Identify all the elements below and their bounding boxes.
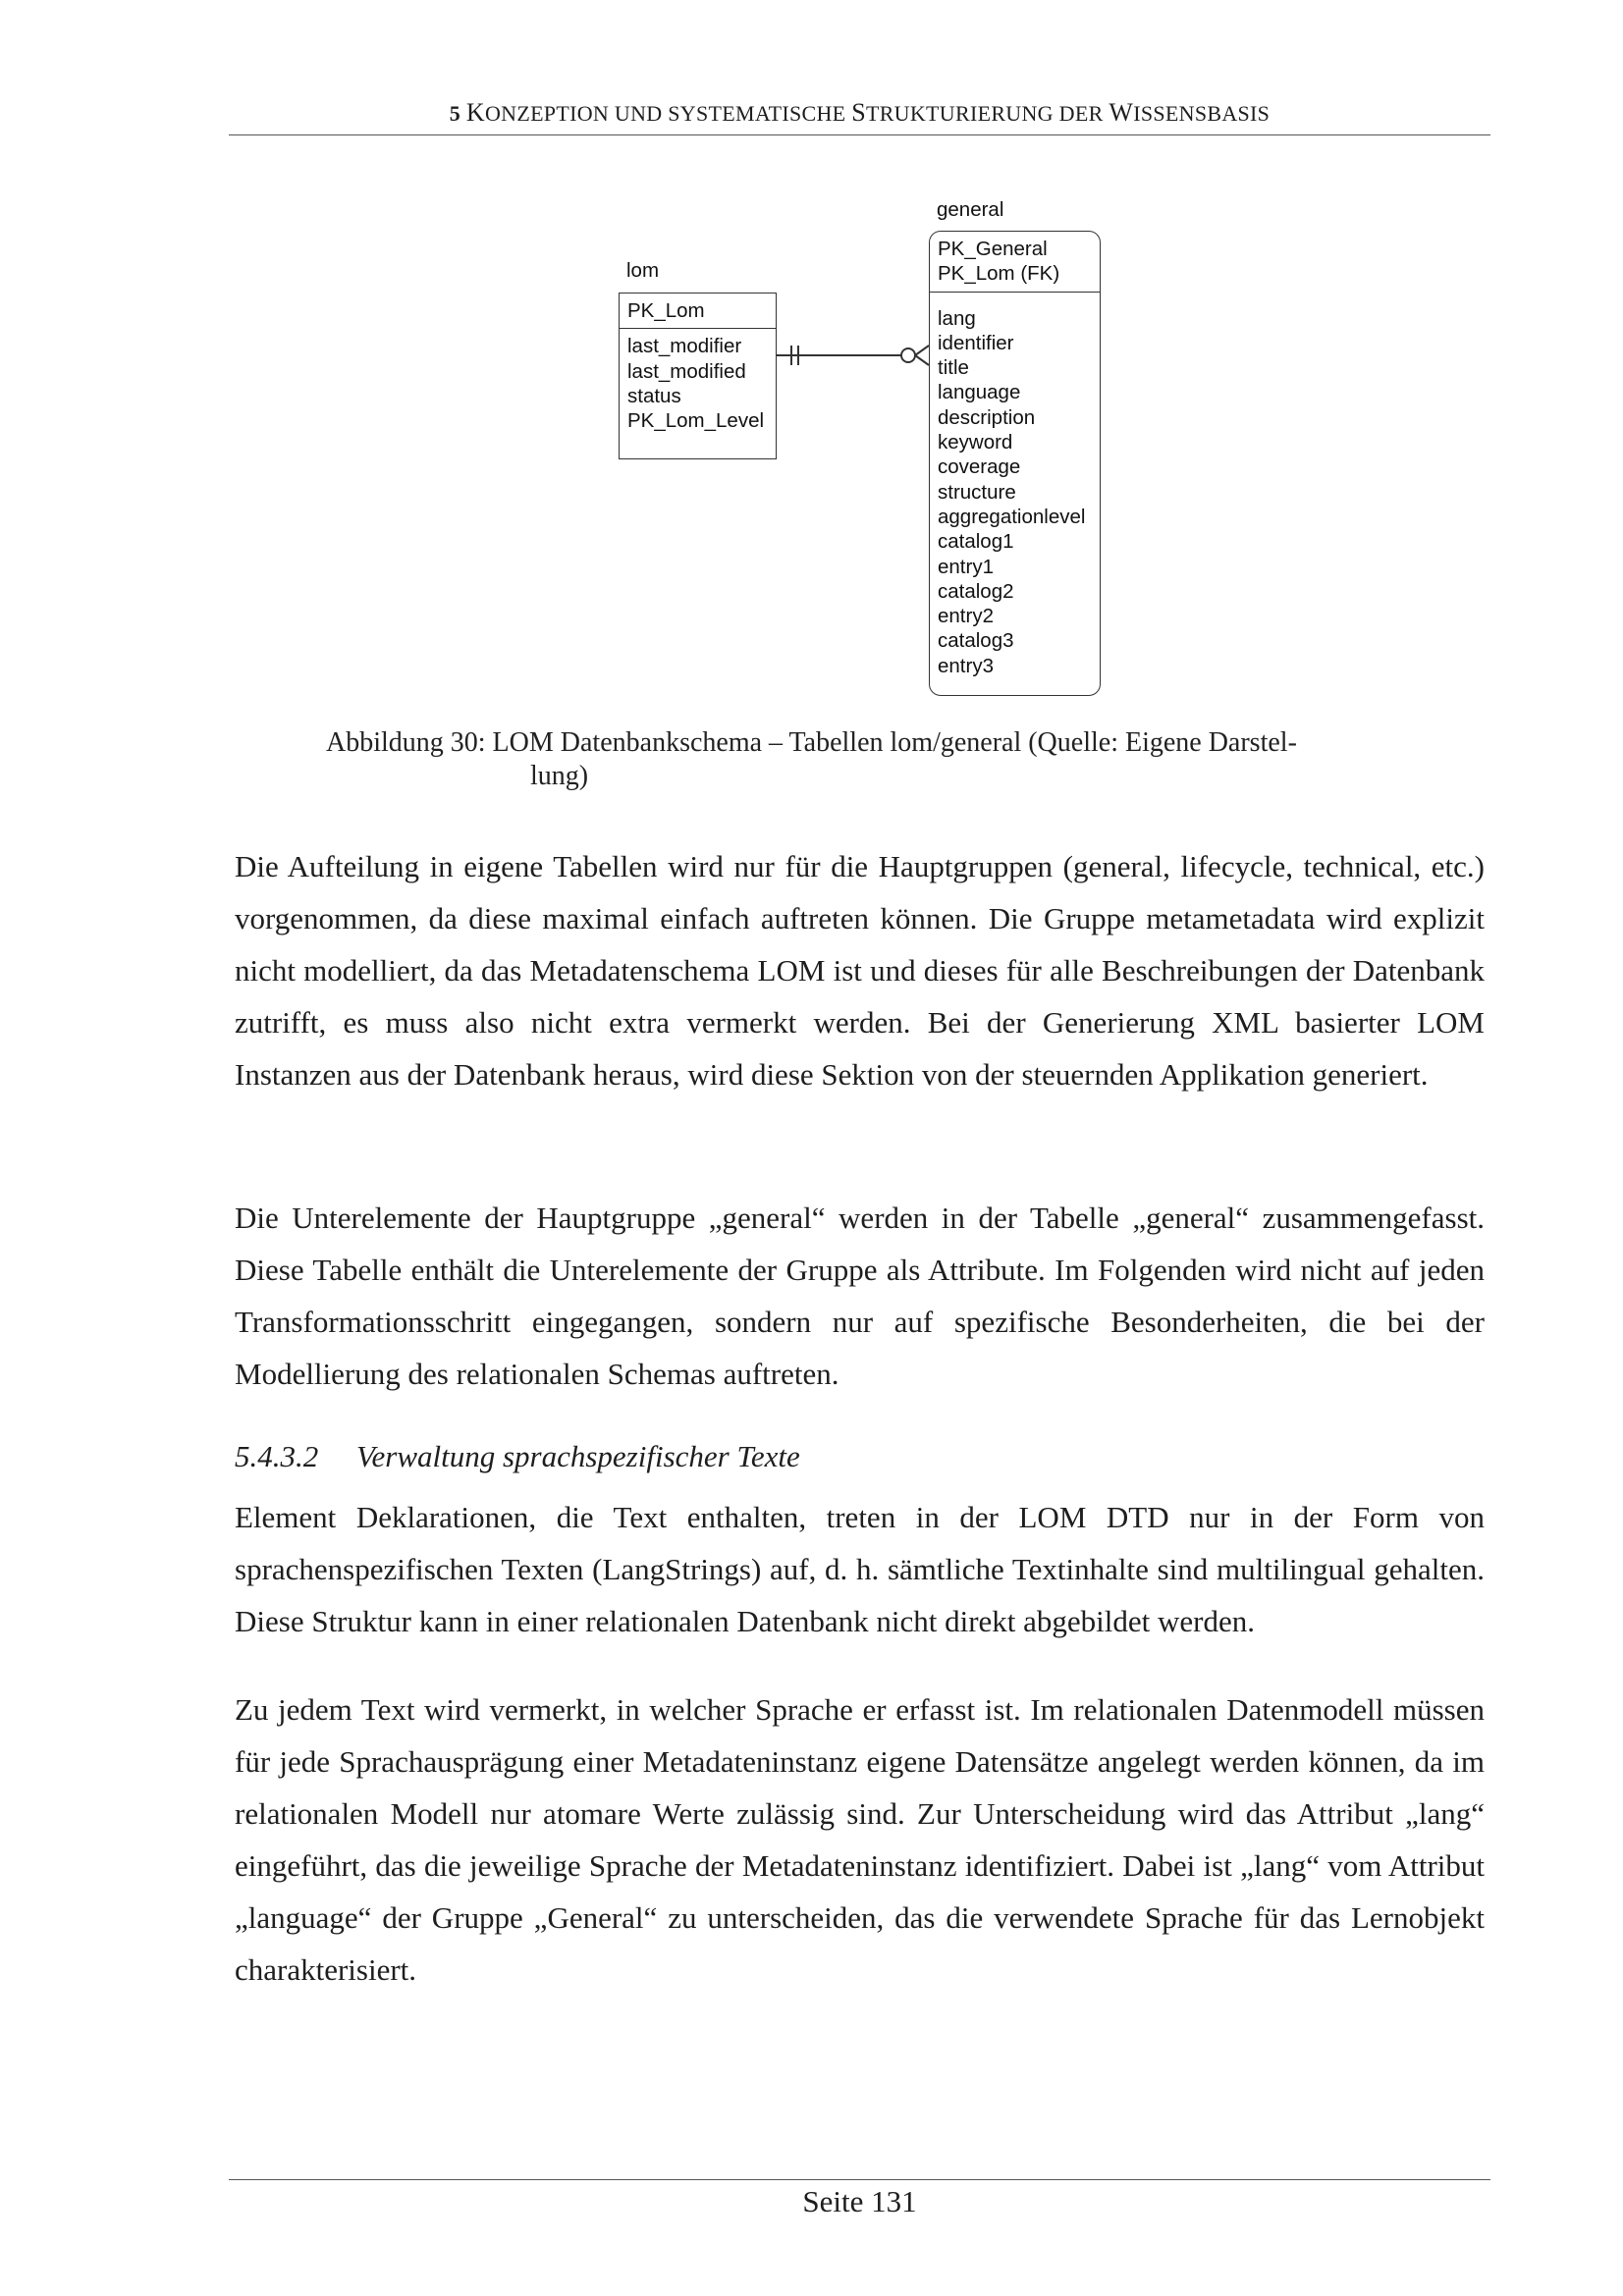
general-attribute: entry2 [938,605,994,628]
general-attribute: structure [938,480,1016,504]
paragraph-1: Die Aufteilung in eigene Tabellen wird nur für die Hauptgruppen (general, lifecycle, technical, etc.) vorgenommen, da diese maximal einfach auftreten können. Die Gruppe metametadata wird explizit nicht modelliert, da das Metadatenschema LOM ist und dieses für alle Beschreibungen der Datenbank zutrifft, es muss also nicht extra vermerkt werden. Bei der Generierung XML basierter LOM Instanzen aus der Datenbank heraus, wird diese Sektion von der steuernden Applikation generiert. [235,849,1485,1092]
general-attribute: coverage [938,455,1021,479]
paragraph-3: Element Deklarationen, die Text enthalten, treten in der LOM DTD nur in der Form von sprachenspezifischen Texten (LangStrings) auf, d. h. sämtliche Textinhalte sind multilingual gehalten. Diese Struktur kann in einer relationalen Datenbank nicht direkt abgebildet werden. [235,1500,1485,1638]
chapter-number: 5 [449,101,461,126]
header-initial-k: K [465,98,485,127]
header-part1: ONZEPTION UND SYSTEMATISCHE [484,101,852,126]
paragraph-2: Die Unterelemente der Hauptgruppe „general“ werden in der Tabelle „general“ zusammengefasst. Diese Tabelle enthält die Unterelemente der Gruppe als Attribute. Im Folgenden wird nicht auf jeden Transformationsschritt eingegangen, sondern nur auf spezifische Besonderheiten, die bei der Modellierung des relationalen Schemas auftreten. [235,1201,1485,1391]
header-initial-s: S [851,98,866,127]
footer-rule [229,2179,1490,2180]
caption-line-1: Abbildung 30: LOM Datenbankschema – Tabellen lom/general (Quelle: Eigene Darstel- [326,727,1297,758]
relationship-connector [0,0,1623,717]
header-part2: TRUKTURIERUNG DER [865,101,1109,126]
crowfoot-lower [915,355,929,365]
crowfoot-upper [915,346,929,355]
general-attribute: catalog3 [938,629,1014,653]
er-diagram [0,0,1623,717]
caption-line-2: lung) [530,761,589,791]
section-heading [235,1439,800,1474]
general-attribute: entry3 [938,654,994,677]
figure-caption [326,726,1386,793]
lom-attribute: PK_Lom_Level [627,409,765,433]
general-key: PK_Lom (FK) [938,262,1060,286]
general-attribute: language [938,381,1021,404]
section-title: Verwaltung sprachspezifischer Texte [356,1439,800,1473]
general-attribute: identifier [938,331,1014,354]
general-attribute: title [938,356,969,380]
general-attribute: keyword [938,431,1013,454]
paragraph-4: Zu jedem Text wird vermerkt, in welcher Sprache er erfasst ist. Im relationalen Datenmodell müssen für jede Sprachausprägung einer Metadateninstanz eigene Datensätze angelegt werden können, da im relationalen Modell nur atomare Werte zulässig sind. Zur Unterscheidung wird das Attribut „lang“ eingeführt, das die jeweilige Sprache der Metadateninstanz identifiziert. Dabei ist „lang“ vom Attribut „language“ der Gruppe „General“ zu unterscheiden, das die verwendete Sprache für das Lernobjekt charakterisiert. [235,1692,1485,1987]
general-table-label: general [937,198,1004,221]
general-key: PK_General [938,238,1048,260]
general-attribute: catalog1 [938,530,1014,554]
page-number: Seite 131 [802,2184,917,2218]
lom-table-label: lom [626,259,660,282]
general-attribute: description [938,405,1036,429]
general-attribute: entry1 [938,555,994,578]
general-attribute: lang [938,306,976,330]
zero-optional-circle [901,348,915,362]
general-attribute: catalog2 [938,579,1014,603]
lom-attribute: last_modifier [627,335,742,358]
lom-attribute: last_modified [627,359,746,383]
lom-primary-key: PK_Lom [627,299,705,322]
header-part3: ISSENSBASIS [1133,101,1271,126]
header-initial-w: W [1109,98,1134,127]
lom-attribute: status [627,384,681,407]
general-attribute: aggregationlevel [938,505,1086,528]
section-number: 5.4.3.2 [235,1439,319,1473]
